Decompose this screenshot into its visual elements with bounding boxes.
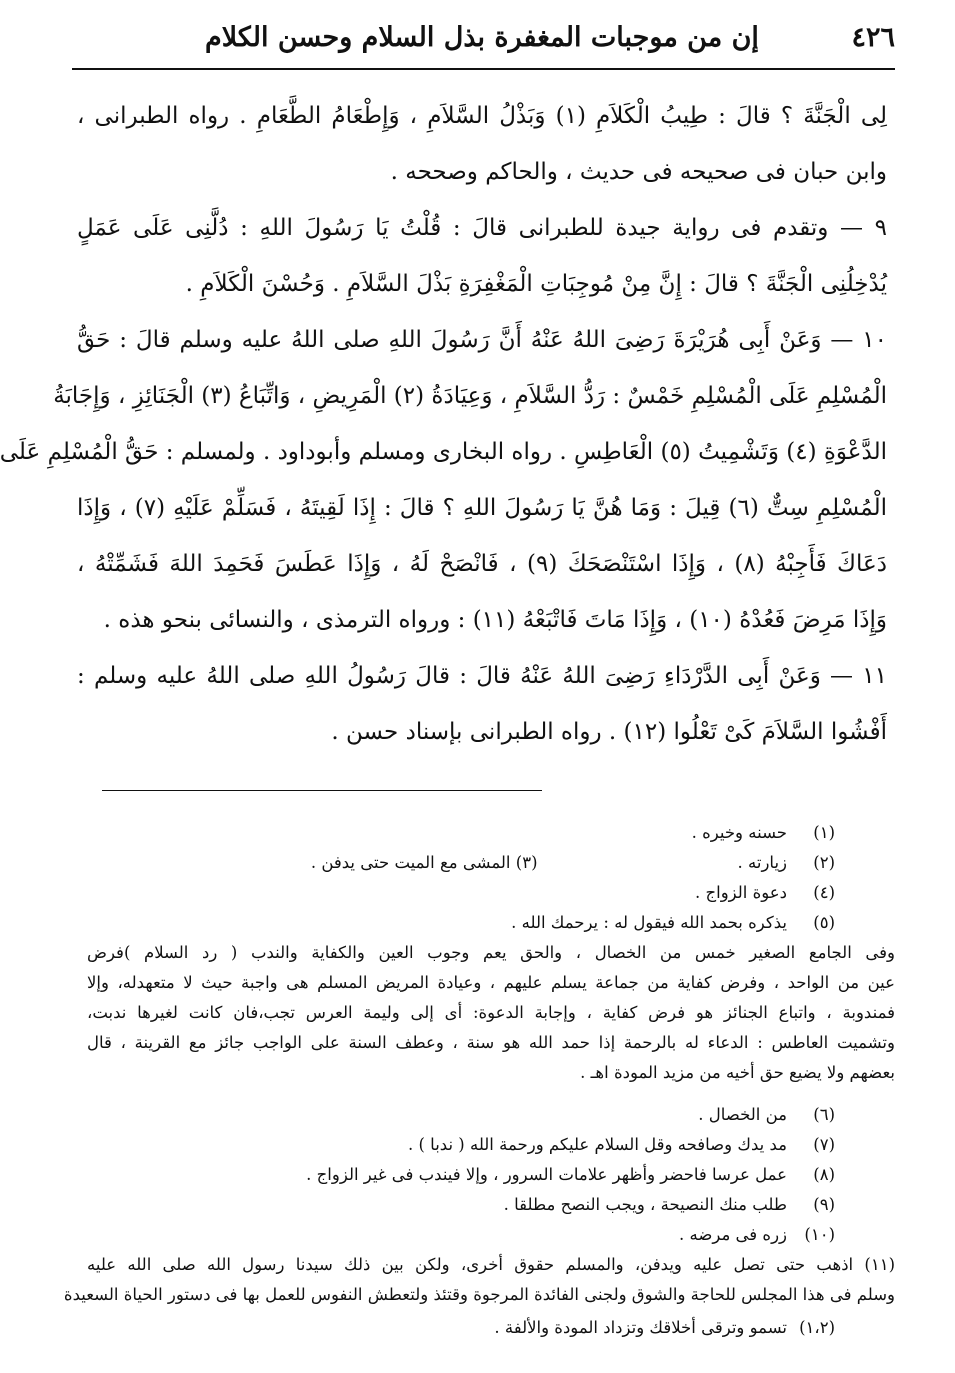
- commentary-line: فمندوبة ، واتباع الجنائز هو فرض كفاية ، وإجابة الدعوة: أى إلى وليمة العرس تجب،فان كانت لغيرها ندبت،: [87, 1003, 895, 1022]
- text-line-hadith-11: ١١ — وَعَنْ أَبِى الدَّرْدَاءِ رَضِىَ اللهُ عَنْهُ قالَ : قالَ رَسُولُ اللهِ صلى اللهُ عليه وسلم :: [77, 663, 887, 689]
- header-divider: [72, 68, 895, 70]
- book-page: [2, 0, 955, 1373]
- text-line: وَإِذَا مَرِضَ فَعُدْهُ (١٠) ، وَإِذَا مَاتَ فَاتْبَعْهُ (١١) : ورواه الترمذى ، والنسائى بنحو هذه .: [103, 607, 887, 633]
- footnotes: [87, 818, 835, 938]
- footnote-11-line: (١١) اذهب حتى تصل عليه ويدفن، والمسلم حقوق أخرى، ولكن بين ذلك سيدنا رسول الله صلى الله عليه: [87, 1255, 895, 1274]
- footnote-12-block: [87, 1313, 835, 1343]
- commentary-line: وتشميت العاطس : الدعاء له بالرحمة إذا حمد الله هو سنة ، وعطف السنة على الواجب جائز مع القرينة ، قال: [87, 1033, 895, 1052]
- footnote-6: (٦)من الخصال .: [698, 1105, 835, 1124]
- text-line: الْمُسْلِمِ سِتٌّ (٦) قِيلَ : وَمَا هُنَّ يَا رَسُولَ اللهِ ؟ قالَ : إِذَا لَقِيتَهُ ، فَسَلِّمْ عَلَيْهِ (٧) ، وَإِذَا: [77, 495, 887, 521]
- footnote-2-text: زيارته .: [737, 853, 787, 872]
- footnote-commentary: [87, 938, 895, 1088]
- text-line: يُدْخِلُنِى الْجَنَّةَ ؟ قالَ : إِنَّ مِنْ مُوجِبَاتِ الْمَغْفِرَةِ بَذْلَ السَّلاَمِ . وَحُسْنَ الْكَلاَمِ .: [185, 271, 887, 297]
- footnote-3: (٣) المشى مع الميت حتى يدفن .: [310, 853, 538, 872]
- footnote-1: (١)حسنه وخيره .: [691, 823, 835, 842]
- text-line-hadith-10: ١٠ — وَعَنْ أَبِى هُرَيْرَةَ رَضِىَ اللهُ عَنْهُ أَنَّ رَسُولَ اللهِ صلى اللهُ عليه وسلم قالَ : حَقُّ: [77, 327, 887, 353]
- text-line: وابن حبان فى صحيحه فى حديث ، والحاكم وصححه .: [390, 159, 887, 185]
- text-line: أَفْشُوا السَّلاَمَ كَىْ تَعْلُوا (١٢) . رواه الطبرانى بإسناد حسن .: [331, 719, 887, 745]
- page-number: ٤٢٦: [851, 22, 895, 53]
- text-line: الدَّعْوَةِ (٤) وَتَشْمِيتُ (٥) الْعَاطِسِ . رواه البخارى ومسلم وأبوداود . ولمسلم : حَقُّ الْمُسْلِمِ عَلَى: [0, 439, 887, 465]
- text-line: الْمُسْلِمِ عَلَى الْمُسْلِمِ خَمْسٌ : رَدُّ السَّلاَمِ ، وَعِيَادَةُ (٢) الْمَرِيضِ ، وَاتِّبَاعُ (٣) الْجَنَائِزِ ، وَإِجَابَةُ: [53, 383, 887, 409]
- page-header: [72, 22, 895, 66]
- text-line: دَعَاكَ فَأَجِبْهُ (٨) ، وَإِذَا اسْتَنْصَحَكَ (٩) ، فَانْصَحْ لَهُ ، وَإِذَا عَطَسَ فَحَمِدَ اللهَ فَشَمِّتْهُ ،: [77, 551, 887, 577]
- footnote-12: (١،٢)تسمو وترقى أخلاقك وتزداد المودة والألفة .: [494, 1318, 835, 1337]
- commentary-line: بعضهم ولا يضيع حق أخيه من مزيد المودة اهـ .: [580, 1063, 895, 1082]
- footnote-4: (٤)دعوة الزواج .: [694, 883, 835, 902]
- footnote-11: [63, 1250, 895, 1310]
- footnote-5: (٥)يذكره بحمد الله فيقول له : يرحمك الله .: [511, 913, 835, 932]
- footnote-7: (٧)مد يدك وصافحه وقل السلام عليكم ورحمة الله ( ندبا ) .: [408, 1135, 835, 1154]
- footnote-8: (٨)عمل عرسا فاحضر وأظهر علامات السرور ، وإلا فيندب فى غير الزواج .: [306, 1165, 835, 1184]
- footnote-9: (٩)طلب منك النصيحة ، ويجب النصح مطلقا .: [503, 1195, 835, 1214]
- main-text: [0, 88, 887, 760]
- commentary-line: عين من الواحد ، وفرض كفاية من جماعة يسلم عليهم ، وعيادة المريض المسلم هى واجبة حيث لا متعهدله، وإلا: [87, 973, 895, 992]
- footnote-10: (١٠)زره فى مرضه .: [679, 1225, 835, 1244]
- footnote-11-line: وسلم فى هذا المجلس للحاجة والشوق ولجنى الفائدة المرجوة وقتئذ ولتعطش النفوس للعمل بها فى دستور الحياة السعيدة: [63, 1285, 895, 1304]
- footnote-2-3: (٢)زيارته .(٣) المشى مع الميت حتى يدفن .: [87, 848, 835, 878]
- footnotes-continued: [87, 1100, 835, 1250]
- running-title: إن من موجبات المغفرة بذل السلام وحسن الكلام: [205, 22, 759, 53]
- footnote-separator: [102, 790, 542, 791]
- text-line-hadith-9: ٩ — وتقدم فى رواية جيدة للطبرانى قالَ : قُلْتُ يَا رَسُولَ اللهِ : دُلَّنِى عَلَى عَمَلٍ: [77, 215, 887, 241]
- text-line: لِى الْجَنَّةَ ؟ قالَ : طِيبُ الْكَلاَمِ (١) وَبَذْلُ السَّلاَمِ ، وَإِطْعَامُ الطَّعَامِ . رواه الطبرانى ،: [77, 103, 887, 129]
- commentary-line: وفى الجامع الصغير خمس من الخصال ، والحق يعم وجوب العين والكفاية والندب ( رد السلام )فرض: [87, 943, 895, 962]
